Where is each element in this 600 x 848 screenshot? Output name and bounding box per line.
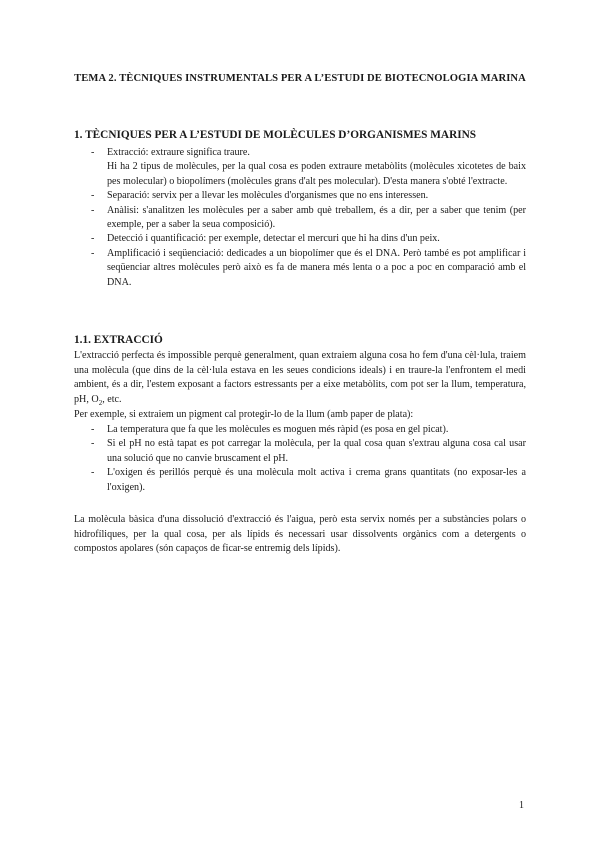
extraction-paragraph xyxy=(74,349,526,407)
list-item-text: Separació: servix per a llevar les molècules d'organismes que no ens interessen. xyxy=(107,190,429,202)
section-heading-1-1: 1.1. EXTRACCIÓ xyxy=(74,334,163,346)
list-item xyxy=(74,204,526,233)
example-paragraph: Per exemple, si extraiem un pigment cal protegir-lo de la llum (amb paper de plata): xyxy=(74,409,414,420)
list-item xyxy=(74,437,526,466)
list-item xyxy=(74,232,526,246)
list-item-text: Si el pH no està tapat es pot carregar la molècula, per la qual cosa quan s'extrau alguna cosa cal usar una solució que no canvie bruscament el pH. xyxy=(107,438,526,464)
page-number: 1 xyxy=(519,800,524,811)
list-item-text: L'oxigen és perillós perquè és una molècula molt activa i crema grans quantitats (no exposar-les a l'oxigen). xyxy=(107,467,526,493)
paragraph-text: L'extracció perfecta és impossible perquè generalment, quan extraiem alguna cosa ho fem d'una cèl·lula, traiem una molècula (que dins de la cèl·lula estava en les seues condicions ideals) i en traure-la l'enfrontem el medi ambient, és a dir, l'estem exposant a factors estressants per a eixe metabòlits, com pot ser la llum, temperatura, pH, O xyxy=(74,350,526,405)
section-heading-1: 1. TÈCNIQUES PER A L’ESTUDI DE MOLÈCULES D’ORGANISMES MARINS xyxy=(74,129,477,141)
dash-bullet: - xyxy=(91,467,95,479)
list-item xyxy=(74,146,526,189)
list-item xyxy=(74,189,526,203)
list-item-text: La temperatura que fa que les molècules es moguen més ràpid (es posa en gel picat). xyxy=(107,424,449,435)
list-item-continuation: Hi ha 2 tipus de molècules, per la qual cosa es poden extraure metabòlits (molècules xicotetes de baix pes molecular) o biopolímers (molècules grans d'alt pes molecular). D'esta manera s'obté l'extracte. xyxy=(107,161,526,187)
list-item-text: Extracció: extraure significa traure. xyxy=(107,147,250,158)
dash-bullet: - xyxy=(91,190,95,202)
dash-bullet: - xyxy=(91,438,95,450)
solvent-paragraph: La molècula bàsica d'una dissolució d'extracció és l'aigua, però esta servix només per a substàncies polars o hidrofíliques, per la qual cosa, per als lípids és necessari usar dissolvents orgànics com a detergents o compostos apolares (són capaços de ficar-se entremig dels lípids). xyxy=(74,514,526,555)
subscript-text: 2 xyxy=(98,398,103,407)
list-item xyxy=(74,423,526,437)
paragraph-text-end: , etc. xyxy=(102,393,122,405)
factors-list xyxy=(74,423,526,495)
list-item-text: Detecció i quantificació: per exemple, detectar el mercuri que hi ha dins d'un peix. xyxy=(107,233,440,245)
dash-bullet: - xyxy=(91,247,95,259)
list-item xyxy=(74,466,526,495)
list-item xyxy=(74,247,526,290)
dash-bullet: - xyxy=(91,147,95,158)
dash-bullet: - xyxy=(91,204,95,216)
document-title: TEMA 2. TÈCNIQUES INSTRUMENTALS PER A L’ESTUDI DE BIOTECNOLOGIA MARINA xyxy=(74,73,526,84)
dash-bullet: - xyxy=(91,424,95,435)
dash-bullet: - xyxy=(91,233,95,245)
techniques-list xyxy=(74,146,526,290)
list-item-text: Anàlisi: s'analitzen les molècules per a saber amb què treballem, és a dir, per a saber que tenim (per exemple, per a saber la seua composició). xyxy=(107,204,526,231)
list-item-text: Amplificació i seqüenciació: dedicades a un biopolímer que és el DNA. Però també es pot amplificar i seqüenciar altres molècules però això es fa de manera més lenta o a poc a poc en comparació amb el DNA. xyxy=(107,247,526,288)
